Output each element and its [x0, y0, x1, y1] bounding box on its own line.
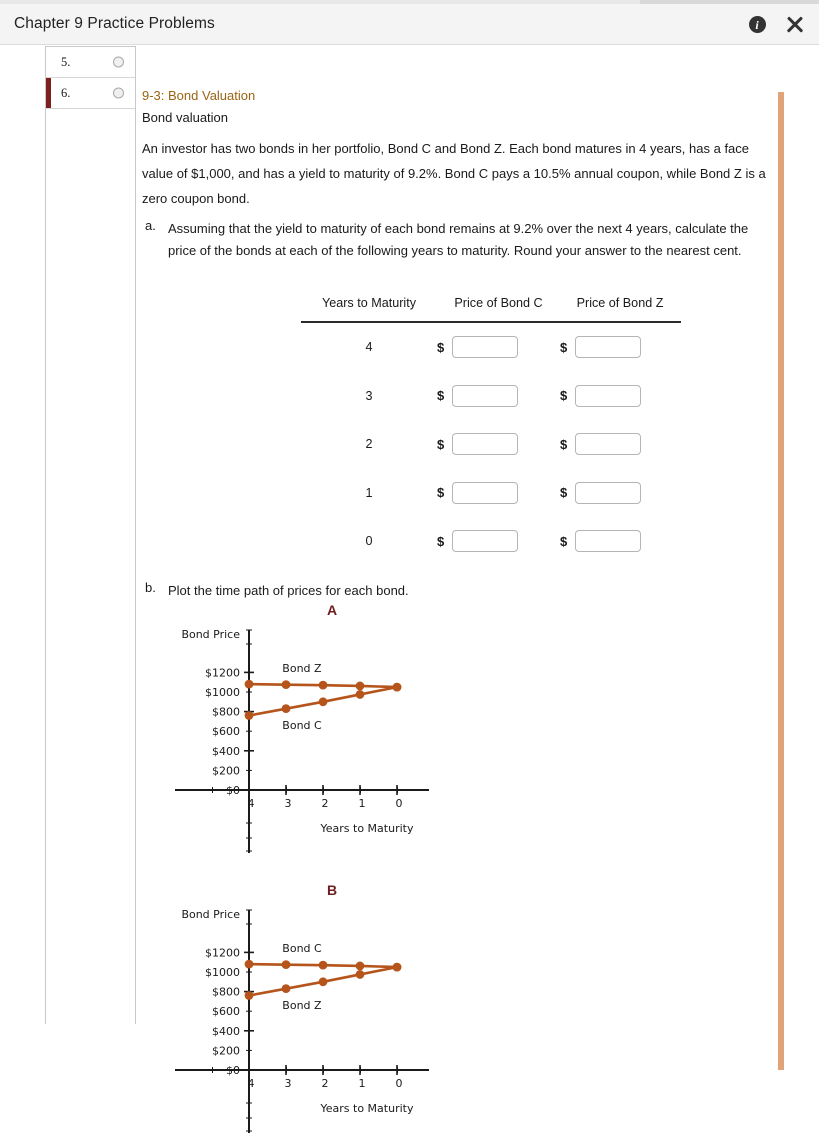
data-point: [282, 704, 291, 713]
currency-symbol: $: [560, 339, 568, 355]
question-part-b: [142, 580, 742, 602]
left-gutter: [0, 92, 45, 1070]
answer-table: [301, 296, 681, 566]
price-z-cell: [560, 530, 680, 552]
x-tick-label: 4: [247, 797, 255, 810]
data-point: [282, 960, 291, 969]
column-header-years: Years to Maturity: [321, 296, 417, 310]
y-axis-label: Bond Price: [181, 628, 240, 641]
years-value: 0: [365, 534, 373, 549]
chart-b-graphic: [167, 898, 457, 1138]
series-label-bond-z: Bond Z: [282, 661, 322, 675]
y-tick-label: $600: [212, 725, 240, 739]
y-axis-label: Bond Price: [181, 908, 240, 921]
price-z-cell: [560, 433, 680, 455]
part-text: Assuming that the yield to maturity of each bond remains at 9.2% over the next 4 years, calculate the price of the bonds at each of the following years to maturity. Round your answer to the nearest cent.: [168, 221, 749, 258]
close-button[interactable]: [775, 4, 815, 45]
window-header-bar: [0, 4, 819, 45]
price-c-cell: [437, 482, 560, 504]
data-point: [356, 690, 365, 699]
data-point: [393, 683, 402, 692]
currency-symbol: $: [560, 388, 568, 404]
circle-unanswered-icon[interactable]: [113, 57, 124, 68]
part-letter: b.: [145, 580, 156, 595]
series-label-bond-c: Bond C: [282, 941, 322, 955]
x-tick-label: 2: [321, 1077, 329, 1090]
data-point: [356, 970, 365, 979]
x-tick-label: 1: [358, 797, 366, 810]
x-tick-label: 0: [395, 1077, 403, 1090]
x-tick-label: 3: [284, 797, 292, 810]
y-tick-label: $0: [226, 784, 240, 797]
right-gutter: [786, 92, 819, 1070]
y-tick-label: $200: [212, 764, 240, 778]
info-button[interactable]: [737, 4, 777, 45]
currency-symbol: $: [437, 388, 445, 404]
series-label-bond-z: Bond Z: [282, 999, 322, 1013]
currency-symbol: $: [437, 533, 445, 549]
x-tick-label: 1: [358, 1077, 366, 1090]
vertical-scrollbar-thumb[interactable]: [778, 92, 784, 1070]
y-tick-label: $400: [212, 1024, 240, 1038]
price-c-input-year-1[interactable]: [452, 482, 518, 504]
question-code: 9-3: Bond Valuation: [142, 88, 256, 103]
nav-item-6[interactable]: [46, 78, 135, 109]
y-tick-label: $800: [212, 985, 240, 999]
column-header-price-c: Price of Bond C: [454, 296, 543, 310]
table-row: [301, 323, 681, 372]
part-letter: a.: [145, 218, 156, 233]
table-row: [301, 517, 681, 566]
data-point: [319, 697, 328, 706]
data-point: [356, 962, 365, 971]
years-value: 1: [365, 485, 373, 500]
years-value: 4: [365, 340, 373, 355]
info-icon: i: [749, 16, 766, 33]
series-label-bond-c: Bond C: [282, 719, 322, 733]
question-subtitle: Bond valuation: [142, 110, 229, 125]
x-axis-label: Years to Maturity: [320, 1102, 414, 1115]
circle-unanswered-icon[interactable]: [113, 88, 124, 99]
table-header-row: [301, 296, 681, 323]
page-title: Chapter 9 Practice Problems: [14, 15, 215, 32]
price-z-cell: [560, 385, 680, 407]
years-value: 2: [365, 437, 373, 452]
data-point: [282, 680, 291, 689]
currency-symbol: $: [437, 485, 445, 501]
chart-b-label: B: [327, 882, 338, 898]
y-tick-label: $1200: [205, 666, 240, 680]
currency-symbol: $: [437, 339, 445, 355]
price-c-cell: [437, 385, 560, 407]
price-z-input-year-1[interactable]: [575, 482, 641, 504]
price-c-input-year-2[interactable]: [452, 433, 518, 455]
x-tick-label: 2: [321, 797, 329, 810]
x-tick-label: 4: [247, 1077, 255, 1090]
data-point: [245, 991, 254, 1000]
y-tick-label: $1200: [205, 946, 240, 960]
window-body: [0, 46, 819, 1115]
currency-symbol: $: [560, 533, 568, 549]
price-z-input-year-2[interactable]: [575, 433, 641, 455]
price-c-input-year-4[interactable]: [452, 336, 518, 358]
table-row: [301, 372, 681, 421]
y-tick-label: $800: [212, 705, 240, 719]
price-c-cell: [437, 433, 560, 455]
chart-a-graphic: [167, 618, 457, 858]
price-z-input-year-4[interactable]: [575, 336, 641, 358]
price-z-cell: [560, 482, 680, 504]
price-z-input-year-3[interactable]: [575, 385, 641, 407]
nav-item-number: 6.: [61, 85, 71, 100]
price-c-input-year-3[interactable]: [452, 385, 518, 407]
data-point: [319, 961, 328, 970]
currency-symbol: $: [560, 436, 568, 452]
y-tick-label: $1000: [205, 686, 240, 699]
price-c-cell: [437, 336, 560, 358]
nav-item-accent: [46, 78, 51, 108]
data-point: [356, 682, 365, 691]
question-stem: An investor has two bonds in her portfolio, Bond C and Bond Z. Each bond matures in 4 years, has a face value of $1,000, and has a yield to maturity of 9.2%. Bond C pays a 10.5% annual coupon, while Bond Z is a zero coupon bond.: [142, 141, 766, 206]
nav-item-number: 5.: [61, 54, 71, 69]
currency-symbol: $: [437, 436, 445, 452]
question-content: [137, 46, 778, 1115]
price-c-cell: [437, 530, 560, 552]
price-z-input-year-0[interactable]: [575, 530, 641, 552]
close-icon: [786, 16, 804, 34]
price-c-input-year-0[interactable]: [452, 530, 518, 552]
data-point: [319, 681, 328, 690]
column-header-price-z: Price of Bond Z: [576, 296, 664, 310]
nav-item-accent: [46, 47, 51, 77]
y-tick-label: $0: [226, 1064, 240, 1077]
price-z-cell: [560, 336, 680, 358]
part-text: Plot the time path of prices for each bond.: [168, 583, 409, 598]
y-tick-label: $600: [212, 1005, 240, 1019]
y-tick-label: $200: [212, 1044, 240, 1058]
data-point: [319, 977, 328, 986]
x-tick-label: 0: [395, 797, 403, 810]
x-tick-label: 3: [284, 1077, 292, 1090]
y-tick-label: $1000: [205, 966, 240, 979]
currency-symbol: $: [560, 485, 568, 501]
table-row: [301, 469, 681, 518]
question-navigator: [45, 46, 136, 1024]
chart-a-label: A: [327, 602, 338, 618]
data-point: [282, 984, 291, 993]
data-point: [245, 680, 254, 689]
question-part-a: [142, 218, 772, 261]
y-tick-label: $400: [212, 744, 240, 758]
x-axis-label: Years to Maturity: [320, 822, 414, 835]
nav-item-5[interactable]: [46, 47, 135, 78]
data-point: [245, 960, 254, 969]
table-row: [301, 420, 681, 469]
data-point: [393, 963, 402, 972]
data-point: [245, 711, 254, 720]
years-value: 3: [365, 388, 373, 403]
